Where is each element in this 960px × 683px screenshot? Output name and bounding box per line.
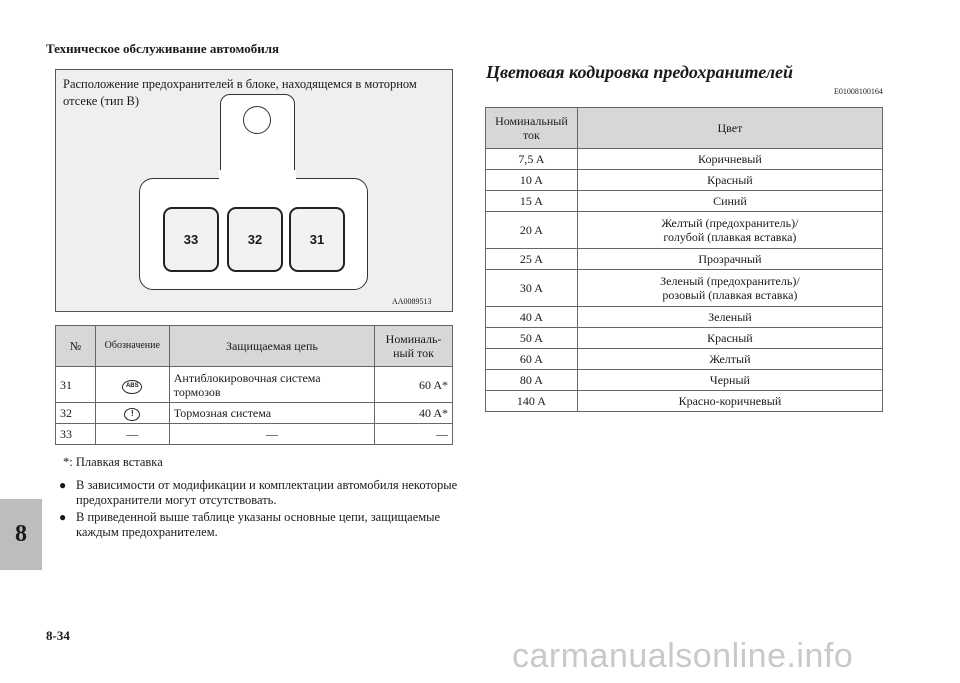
cell-number: 32 [56, 403, 96, 424]
table-header-row [486, 108, 883, 149]
bullet-icon: ● [59, 478, 67, 492]
cell-symbol [95, 403, 169, 424]
table-row [486, 212, 883, 249]
figure-code: AA0089513 [392, 297, 432, 306]
header-color: Цвет [577, 108, 882, 149]
brake-warning-icon: ! [124, 408, 140, 421]
cell-number: 33 [56, 424, 96, 445]
table-row [486, 328, 883, 349]
cell-color: Красный [577, 328, 882, 349]
watermark: carmanualsonline.info [512, 637, 854, 675]
cell-current: 15 A [486, 191, 578, 212]
cell-current: 50 A [486, 328, 578, 349]
cell-current: 20 A [486, 212, 578, 249]
chapter-tab [0, 499, 42, 570]
header-symbol: Обозначение [95, 326, 169, 367]
table-row [486, 391, 883, 412]
fuse-assignment-table [55, 325, 453, 445]
bullet-icon: ● [59, 510, 67, 524]
cell-circuit: Тормозная система [169, 403, 374, 424]
table-row [486, 270, 883, 307]
cell-color: Синий [577, 191, 882, 212]
abs-icon: ABS [122, 380, 142, 394]
table-row [486, 170, 883, 191]
fuse-slot-33: 33 [163, 207, 219, 272]
cell-color: Зеленый (предохранитель)/ розовый (плавкая вставка) [577, 270, 882, 307]
cell-color: Зеленый [577, 307, 882, 328]
table-row [56, 403, 453, 424]
cell-current: 30 A [486, 270, 578, 307]
header-rating: Номиналь-ный ток [375, 326, 453, 367]
table-row [486, 307, 883, 328]
fuse-slot-31: 31 [289, 207, 345, 272]
cell-rating: 40 A* [375, 403, 453, 424]
section-code: E01008100164 [834, 87, 883, 96]
chapter-number: 8 [15, 521, 27, 547]
cell-current: 140 A [486, 391, 578, 412]
mounting-hole [243, 106, 271, 134]
note-text: В приведенной выше таблице указаны основные цепи, защищаемые каждым предохранителем. [76, 510, 441, 539]
list-item [58, 478, 458, 508]
cell-current: 60 A [486, 349, 578, 370]
table-row [486, 249, 883, 270]
fuse-color-table [485, 107, 883, 412]
fuse-slot-32: 32 [227, 207, 283, 272]
cell-circuit: Антиблокировочная система тормозов [169, 367, 374, 403]
footnote: *: Плавкая вставка [63, 455, 163, 469]
notes-list [58, 478, 458, 542]
table-row [486, 191, 883, 212]
cell-current: 7,5 A [486, 149, 578, 170]
cell-symbol: — [95, 424, 169, 445]
table-header-row [56, 326, 453, 367]
list-item [58, 510, 458, 540]
cell-color: Прозрачный [577, 249, 882, 270]
table-row [56, 367, 453, 403]
cell-current: 10 A [486, 170, 578, 191]
cell-rating: 60 A* [375, 367, 453, 403]
figure-caption: Расположение предохранителей в блоке, находящемся в моторном отсеке (тип B) [63, 77, 417, 108]
header-number: № [56, 326, 96, 367]
housing-joint [219, 170, 296, 182]
cell-color: Красно-коричневый [577, 391, 882, 412]
header-current: Номинальный ток [486, 108, 578, 149]
table-row [56, 424, 453, 445]
cell-number: 31 [56, 367, 96, 403]
cell-current: 25 A [486, 249, 578, 270]
cell-color: Желтый [577, 349, 882, 370]
cell-color: Желтый (предохранитель)/ голубой (плавкая вставка) [577, 212, 882, 249]
table-row [486, 370, 883, 391]
cell-current: 40 A [486, 307, 578, 328]
header-circuit: Защищаемая цепь [169, 326, 374, 367]
table-row [486, 349, 883, 370]
table-row [486, 149, 883, 170]
cell-color: Черный [577, 370, 882, 391]
section-title: Цветовая кодировка предохранителей [486, 62, 794, 82]
running-header: Техническое обслуживание автомобиля [46, 41, 280, 56]
cell-circuit: — [169, 424, 374, 445]
cell-color: Коричневый [577, 149, 882, 170]
note-text: В зависимости от модификации и комплектации автомобиля некоторые предохранители могут отсутствовать. [76, 478, 458, 507]
cell-current: 80 A [486, 370, 578, 391]
page-number: 8-34 [46, 628, 70, 643]
cell-color: Красный [577, 170, 882, 191]
cell-rating: — [375, 424, 453, 445]
cell-symbol [95, 367, 169, 403]
